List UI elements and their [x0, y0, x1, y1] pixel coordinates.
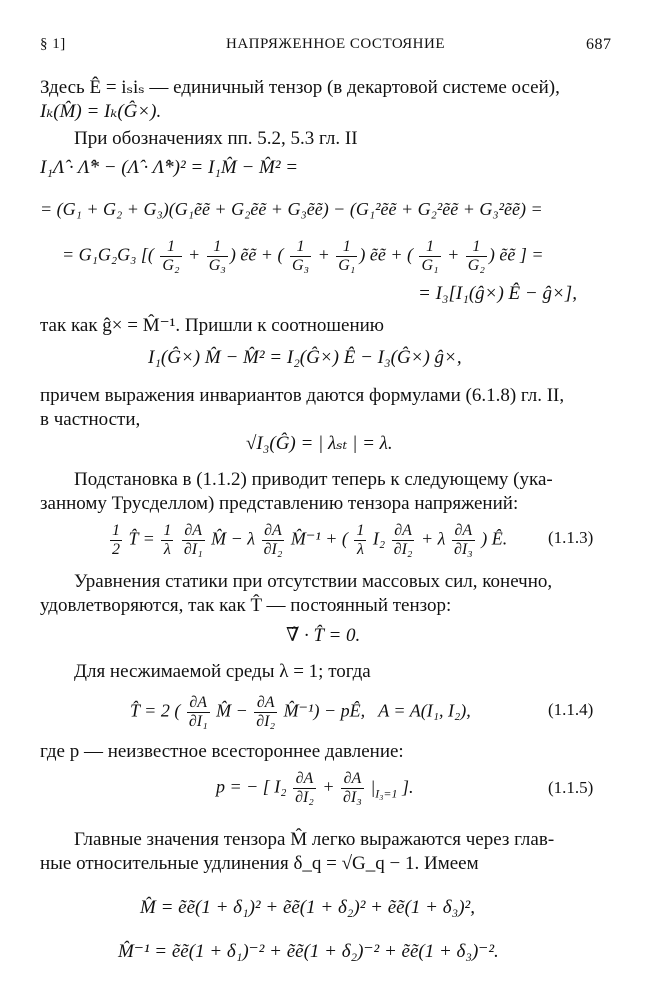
equation: I₁(Ĝ×) M̂ − M̂² = I₂(Ĝ×) Ê − I₃(Ĝ×) ĝ×,: [148, 347, 462, 368]
page-number: 687: [586, 36, 612, 53]
text-line: так как ĝ× = M̂⁻¹. Пришли к соотношению: [40, 315, 385, 336]
equation-1-1-5: p = − [ I₂ $\frac{\partial A}{\text{∂I₂}}$ + $\frac{\partial A}{\text{∂I₃}}$ $|_{I_3=1}$ ].: [216, 770, 414, 806]
equation: I₁Λ̂ · Λ̂* − (Λ̂ · Λ̂*)² = I₁M̂ − M̂² =: [40, 157, 299, 178]
equation: = (G₁ + G₂ + G₃)(G₁ẽẽ + G₂ẽẽ + G₃ẽẽ) − (G₁²ẽẽ + G₂²ẽẽ + G₃²ẽẽ) =: [40, 199, 543, 219]
fraction: $\frac{1}{2}$: [112, 522, 120, 558]
equation: = I₃[I₁(ĝ×) Ê − ĝ×],: [418, 283, 577, 304]
fraction: $\frac{1}{\text{G₁}}$: [421, 238, 439, 274]
fraction: $\frac{1}{\text{G₂}}$: [467, 238, 485, 274]
equation: M̂ = ẽẽ(1 + δ₁)² + ẽẽ(1 + δ₂)² + ẽẽ(1 + δ₃)²,: [140, 897, 475, 918]
fraction: $\frac{1}{\text{G₃}}$: [291, 238, 310, 274]
text-line: где p — неизвестное всестороннее давление:: [40, 741, 404, 762]
equation: ∇̃ · T̂ = 0.: [286, 625, 361, 646]
fraction: $\frac{1}{\lambda}$: [356, 522, 365, 558]
equation-1-1-3: $\frac{1}{2}$ T̂ = $\frac{1}{\lambda}$ $\frac{\partial A}{\text{∂I₁}}$ M̂ − λ $\frac{\partial A}{\text{∂I₂}}$ M̂⁻¹ + ( $\frac{1}{\lambda}$ I₂ $\frac{\partial A}{\text{∂I₂}}$ + λ $\frac{\partial A}{\text{∂I₃}}$ ) Ê.: [112, 522, 508, 558]
equation-number: (1.1.3): [548, 528, 594, 547]
fraction: $\frac{\partial A}{\text{∂I₂}}$: [256, 694, 276, 730]
section-mark: § 1]: [40, 36, 66, 52]
equation-1-1-4: T̂ = 2 ( $\frac{\partial A}{\text{∂I₁}}$ M̂ − $\frac{\partial A}{\text{∂I₂}}$ M̂⁻¹) − pÊ, A = A(I₁, I₂),: [130, 694, 471, 730]
text-line: в частности,: [40, 409, 141, 430]
text-line: Главные значения тензора M̂ легко выражаются через глав-: [74, 829, 555, 850]
eq-part: ẽẽ + (: [369, 244, 413, 265]
eq-part: ẽẽ ] =: [499, 244, 544, 265]
text-line: Уравнения статики при отсутствии массовых сил, конечно,: [74, 571, 553, 592]
fraction: $\frac{\partial A}{\text{∂I₁}}$: [183, 522, 203, 558]
text-line: ные относительные удлинения δ_q = √G_q − 1. Имеем: [40, 853, 479, 874]
text-line: причем выражения инвариантов даются формулами (6.1.8) гл. II,: [40, 385, 565, 406]
text-line: Для несжимаемой среды λ = 1; тогда: [74, 661, 371, 682]
fraction: $\frac{\partial A}{\text{∂I₂}}$: [393, 522, 413, 558]
text-line: удовлетворяются, так как T̂ — постоянный тензор:: [40, 595, 452, 616]
text-line: Подстановка в (1.1.2) приводит теперь к следующему (ука-: [74, 469, 553, 490]
equation-number: (1.1.5): [548, 778, 594, 797]
equation-fractions: = G₁G₂G₃ [( $\frac{1}{\text{G₂}}$ + $\frac{1}{\text{G₃}}$ ) ẽẽ + ( $\frac{1}{\text{G₃}}$ + $\frac{1}{\text{G₁}}$ ) ẽẽ + ( $\frac{1}{\text{G₁}}$ + $\frac{1}{\text{G₂}}$ ) ẽẽ ] =: [62, 238, 544, 274]
equation-number: (1.1.4): [548, 700, 594, 719]
fraction: $\frac{1}{\text{G₁}}$: [338, 238, 356, 274]
text-line: При обозначениях пп. 5.2, 5.3 гл. II: [74, 128, 358, 149]
fraction: $\frac{\partial A}{\text{∂I₂}}$: [263, 522, 283, 558]
fraction: $\frac{\partial A}{\text{∂I₂}}$: [295, 770, 314, 806]
equation: M̂⁻¹ = ẽẽ(1 + δ₁)⁻² + ẽẽ(1 + δ₂)⁻² + ẽẽ(1 + δ₃)⁻².: [118, 941, 499, 962]
running-title: НАПРЯЖЕННОЕ СОСТОЯНИЕ: [226, 36, 445, 52]
fraction: $\frac{1}{\text{G₂}}$: [162, 238, 180, 274]
fraction: $\frac{1}{\lambda}$: [163, 522, 172, 558]
text-line: Iₖ(M̂) = Iₖ(Ĝ×).: [40, 101, 162, 122]
fraction: $\frac{1}{\text{G₃}}$: [208, 238, 226, 274]
text-line: Здесь Ê = iₛiₛ — единичный тензор (в декартовой системе осей),: [40, 77, 560, 98]
eq-part: ẽẽ + (: [240, 244, 284, 265]
fraction: $\frac{\partial A}{\text{∂I₃}}$: [343, 770, 362, 806]
eq-part: = G₁G₂G₃ [: [62, 244, 148, 265]
fraction: $\frac{\partial A}{\text{∂I₁}}$: [188, 694, 208, 730]
fraction: $\frac{\partial A}{\text{∂I₃}}$: [453, 522, 473, 558]
text-line: занному Трусделлом) представлению тензора напряжений:: [40, 493, 519, 514]
equation: √I₃(Ĝ) = | λₛₜ | = λ.: [246, 433, 393, 454]
